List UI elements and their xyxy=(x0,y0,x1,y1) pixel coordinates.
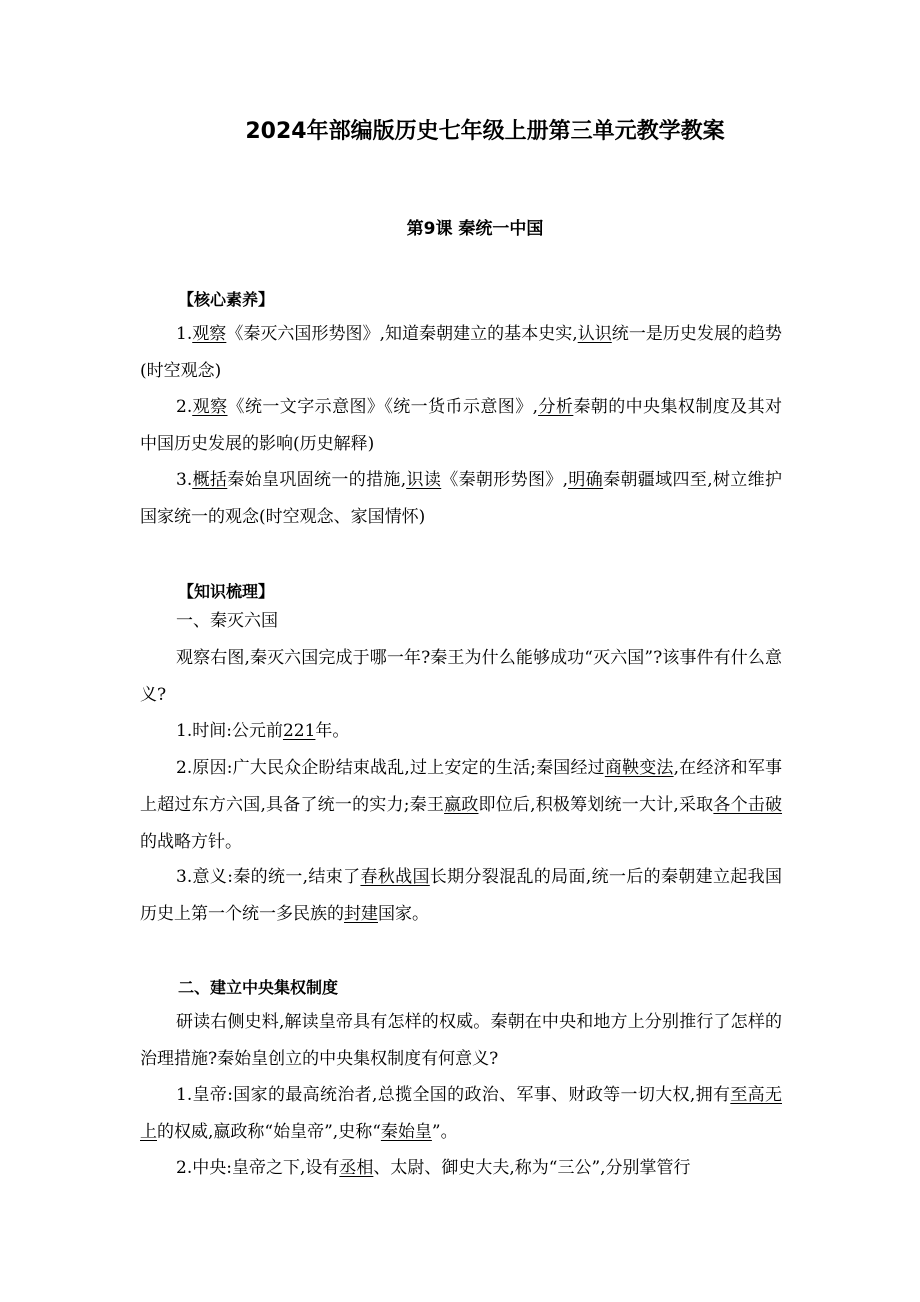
core-literacy-heading: 【核心素养】 xyxy=(178,290,275,309)
section-1-time: 1.时间:公元前221年。 xyxy=(176,721,350,741)
core-item-1: 1.观察《秦灭六国形势图》,知道秦朝建立的基本史实,认识统一是历史发展的趋势(时空观念) xyxy=(140,324,783,381)
document-title: 2024年部编版历史七年级上册第三单元教学教案 xyxy=(245,119,725,144)
core-item-2: 2.观察《统一文字示意图》《统一货币示意图》,分析秦朝的中央集权制度及其对中国历史发展的影响(历史解释) xyxy=(140,397,783,454)
section-2-title: 二、建立中央集权制度 xyxy=(178,978,339,997)
section-1-reason: 2.原因:广大民众企盼结束战乱,过上安定的生活;秦国经过商鞅变法,在经济和军事上超过东方六国,具备了统一的实力;秦王嬴政即位后,积极筹划统一大计,采取各个击破的战略方针。 xyxy=(140,758,783,852)
lesson-title: 第9课 秦统一中国 xyxy=(406,219,544,239)
knowledge-heading: 【知识梳理】 xyxy=(178,582,275,601)
section-2-emperor: 1.皇帝:国家的最高统治者,总揽全国的政治、军事、财政等一切大权,拥有至高无上的权威,嬴政称“始皇帝”,史称“秦始皇”。 xyxy=(140,1085,782,1142)
core-item-3: 3.概括秦始皇巩固统一的措施,识读《秦朝形势图》,明确秦朝疆域四至,树立维护国家统一的观念(时空观念、家国情怀) xyxy=(140,470,782,527)
section-1-question: 观察右图,秦灭六国完成于哪一年?秦王为什么能够成功“灭六国”?该事件有什么意义? xyxy=(140,648,782,705)
section-2-central: 2.中央:皇帝之下,设有丞相、太尉、御史大夫,称为“三公”,分别掌管行 xyxy=(176,1158,691,1178)
section-1-significance: 3.意义:秦的统一,结束了春秋战国长期分裂混乱的局面,统一后的秦朝建立起我国历史上第一个统一多民族的封建国家。 xyxy=(140,867,782,924)
section-2-question: 研读右侧史料,解读皇帝具有怎样的权威。秦朝在中央和地方上分别推行了怎样的治理措施?秦始皇创立的中央集权制度有何意义? xyxy=(140,1012,782,1069)
section-1-title: 一、秦灭六国 xyxy=(176,611,278,631)
